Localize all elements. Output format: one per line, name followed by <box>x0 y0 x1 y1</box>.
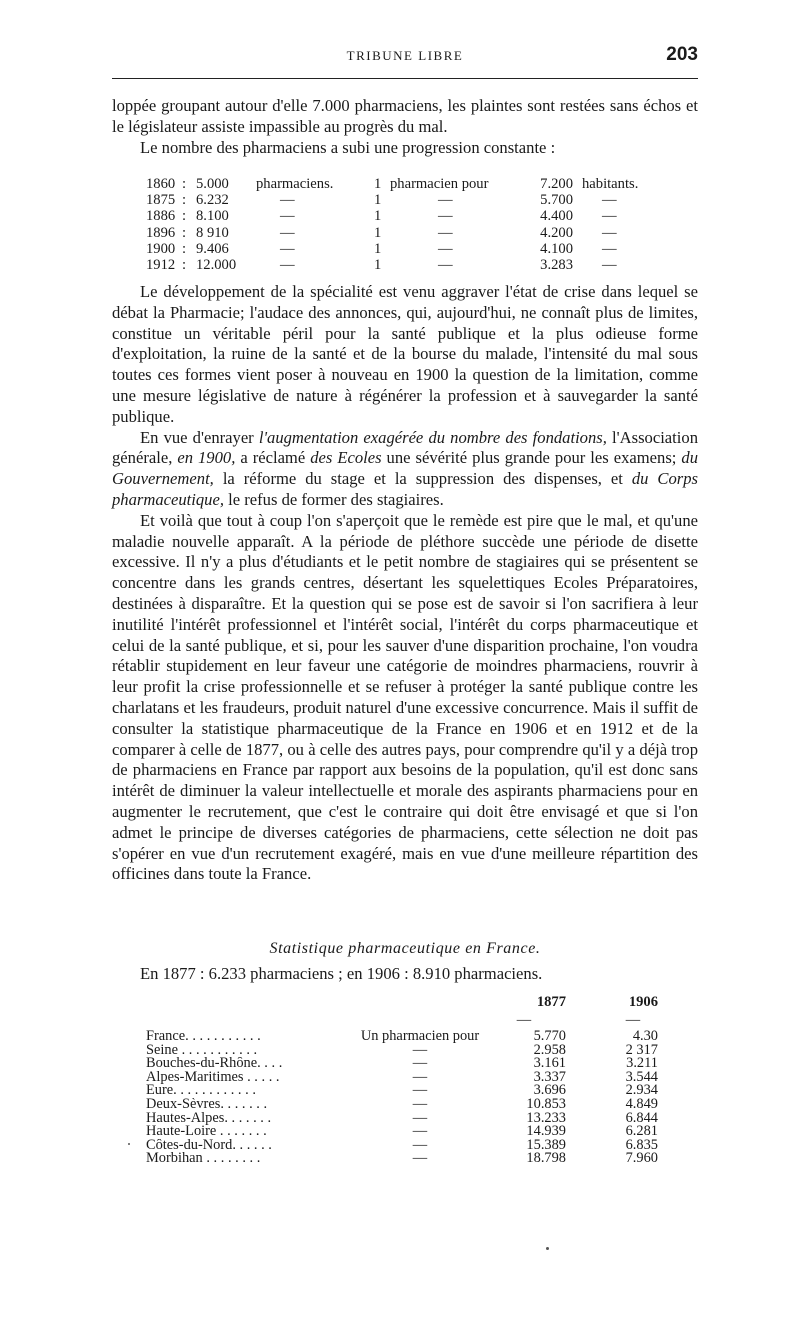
year-cell: 1912 <box>146 256 176 273</box>
department-cell: Bouches-du-Rhône. . . . <box>146 1057 283 1071</box>
department-cell: Haute-Loire . . . . . . . <box>146 1125 267 1139</box>
year-cell: 1875 <box>146 192 176 209</box>
department-cell: Alpes-Maritimes . . . . . <box>146 1070 280 1085</box>
page-number: 203 <box>666 44 698 65</box>
paragraph-specialite: Le développement de la spécialité est venu aggraver l'état de crise dans lequel se débat la Pharmacie; l'audace des annonces, qui, aujourd'hui, ne connaît plus de limites, constitue un véritable péril pour la santé publique et la plus odieuse forme d'exploitation, la ruine de la santé et de la bourse du malade, l'intensité du mal sous toutes ces formes vient poser à nouveau en 1900 la question de la limitation, comme une mesure législative de nature à régénérer la profession et à sauvegarder la santé publique. <box>112 282 698 426</box>
table-row <box>146 1109 676 1126</box>
running-head <box>112 44 698 74</box>
value-1906-cell: 2.934 <box>625 1082 658 1099</box>
value-1906-cell: 4.30 <box>632 1028 658 1044</box>
table-row <box>146 1030 676 1044</box>
table-row <box>146 1152 676 1166</box>
paragraph-continuation: loppée groupant autour d'elle 7.000 pharmaciens, les plaintes sont restées sans échos et le législateur assiste impassible au progrès du mal. <box>112 96 698 136</box>
unit-cell: — <box>280 224 295 241</box>
value-1877-cell: 10.853 <box>526 1095 566 1112</box>
count-cell: 9.406 <box>196 240 229 257</box>
ratio-label-cell: — <box>412 1082 428 1099</box>
table-row <box>146 1068 676 1085</box>
table-row <box>146 1041 676 1058</box>
value-1877-cell: 3.696 <box>533 1082 566 1099</box>
ratio-label-cell: — <box>438 240 453 257</box>
department-cell: France. . . . . . . . . . . <box>146 1030 261 1044</box>
inhabitants-cell: 5.700 <box>540 192 573 209</box>
ratio-label-cell: — <box>438 224 453 241</box>
header-rule <box>112 78 698 79</box>
value-1906-cell: 3.211 <box>626 1055 658 1072</box>
value-1906-cell: 6.281 <box>625 1123 658 1140</box>
inhabitants-cell: 3.283 <box>540 256 573 273</box>
opening-text <box>112 96 698 158</box>
department-cell: Hautes-Alpes. . . . . . . <box>146 1111 272 1126</box>
ratio-label-cell: — <box>438 256 453 273</box>
statistics-summary: En 1877 : 6.233 pharmaciens ; en 1906 : 8.910 pharmaciens. <box>140 964 543 983</box>
ratio-label-cell: — <box>412 1055 428 1072</box>
one-cell: 1 <box>374 192 382 209</box>
print-speck <box>546 1247 549 1250</box>
header-dashes: — — <box>516 1012 641 1028</box>
value-1877-cell: 14.939 <box>526 1123 566 1140</box>
dash-cell: — <box>602 192 617 209</box>
table-row <box>146 1057 676 1071</box>
dash-cell: — <box>602 208 617 225</box>
dash-cell: — <box>602 224 617 241</box>
count-cell: 8 910 <box>196 224 229 241</box>
value-1906-cell: 6.844 <box>625 1109 658 1126</box>
unit-cell: pharmaciens. <box>256 176 334 192</box>
ratio-label-cell: — <box>412 1150 428 1167</box>
ratio-label-cell: — <box>412 1095 428 1112</box>
dash-cell: — <box>602 256 617 273</box>
one-cell: 1 <box>374 208 382 225</box>
column-header-1877: 1877 <box>536 994 566 1010</box>
value-1877-cell: 3.337 <box>533 1068 566 1085</box>
statistics-title: Statistique pharmaceutique en France. <box>269 940 541 957</box>
inhabitants-label: habitants. <box>582 176 639 192</box>
value-1877-cell: 3.161 <box>533 1055 566 1072</box>
value-1906-cell: 3.544 <box>625 1068 658 1085</box>
value-1877-cell: 13.233 <box>526 1109 566 1126</box>
year-cell: 1900 <box>146 240 176 257</box>
ratio-label-cell: — <box>412 1136 428 1153</box>
one-cell: 1 <box>374 224 382 241</box>
one-cell: 1 <box>374 256 382 273</box>
department-table <box>146 994 676 1166</box>
value-1906-cell: 6.835 <box>625 1136 658 1153</box>
value-1877-cell: 18.798 <box>526 1150 566 1167</box>
ratio-label-cell: — <box>438 208 453 225</box>
value-1906-cell: 4.849 <box>625 1095 658 1112</box>
inhabitants-cell: 4.400 <box>540 208 573 225</box>
table-row <box>146 1084 676 1098</box>
value-1877-cell: 5.770 <box>533 1028 566 1044</box>
ratio-label-cell: pharmacien pour <box>390 176 489 192</box>
unit-cell: — <box>280 208 295 225</box>
year-cell: 1886 <box>146 208 176 225</box>
count-cell: 5.000 <box>196 176 229 192</box>
print-speck <box>128 1143 130 1145</box>
year-cell: 1896 <box>146 224 176 241</box>
department-cell: Seine . . . . . . . . . . . <box>146 1043 258 1058</box>
ratio-label-cell: — <box>412 1109 428 1126</box>
book-page: TRIBUNE LIBRE 203 loppée groupant autour d'elle 7.000 pharmaciens, les plaintes sont restées sans échos et le législateur assiste impassible au progrès du mal. Le nombre des pharmaciens a subi une progression constante : 1860 : 5.000 pharmaciens. 1 pharmacien pour 7.200 habitants. 1875 : 6.232 — 1 — 5.700 — 1886 : 8.100 — 1 — 4.400 — 1896 : 8 910 — 1 — 4.200 — 1900 : 9.406 — 1 — 4.100 — 1912 : 12.000 — 1 — 3.283 — Le développement de la spécialité est venu aggraver l'état de crise dans lequel se débat la Pharmacie; l'audace des annonces, qui, aujourd'hui, ne connaît plus de limites, constitue un véritable péril pour la santé publique et la plus odieuse forme d'exploitation, la ruine de la santé et de la bourse du malade, l'intensité du mal sous toutes ces formes vient poser à nouveau en 1900 la question de la limitation, comme une mesure législative de nature à régénérer la profession et à sauvegarder la santé publique. En vue d'enrayer l'augmentation exagérée du nombre des fondations, l'Association générale, en 1900, a réclamé des Ecoles une sévérité plus grande pour les examens; du Gouvernement, la réforme du stage et la suppression des dispenses, et du Corps pharmaceutique, le refus de former des stagiaires. Et voilà que tout à coup l'on s'aperçoit que le remède est pire que le mal, et qu'une maladie nouvelle apparaît. A la période de pléthore succède une période de disette excessive. Il n'y a plus d'étudiants et le petit nombre de stagiaires qui se présentent se concentre dans les grands centres, désertant les squelettiques Ecoles Préparatoires, destinées à disparaître. Et la question qui se pose est de savoir si l'on sacrifiera à leur inutilité l'intérêt professionnel et l'intérêt social, l'intérêt du corps pharmaceutique et celui de la santé publique, et si, pour les sauver d'une disparition prochaine, l'on voudra rétablir stupidement en leur faveur une catégorie de moindres pharmaciens, rouvrir à leur profit la crise professionnelle et se refuser à protéger la santé publique contre les charlatans et les fraudeurs, produit naturel d'une excessive concurrence. Mais il suffit de consulter la statistique pharmaceutique de la France en 1906 et en 1912 et de la comparer à celle de 1877, ou à celle des autres pays, pour comprendre qu'il y a déjà trop de pharmaciens en France par rapport aux besoins de la population, qu'il est donc sans intérêt de diminuer la valeur intellectuelle et morale des aspirants pharmaciens pour en augmenter le recrutement, que c'est le contraire qui doit être envisagé et que si l'on admet le principe de diverses catégories de pharmaciens, cette sélection ne doit pas s'opérer en vue d'un recrutement exagéré, mais en vue d'une meilleure répartition des officines dans toute la France. Statistique pharmaceutique en France. En 1877 : 6.233 pharmaciens ; en 1906 : 8.910 pharmaciens. 1877 1906 — — France. . . . . . . . . . . Un pharmacien pour 5.770 4.30 Seine . . . . . . . . . . . — 2.958 2 317 Bouches-du-Rhône. . . . — 3.161 3.211 Alpes-Maritimes . . . . . — 3.337 3.544 Eure. . . . . . . . . . . . — 3.696 2.934 Deux-Sèvres. . . . . . . — 10.853 4.849 Hautes-Alpes. . . . . . . — 13.233 6.844 Haute-Loire . . . . . . . — 14.939 6.281 Côtes-du-Nord. . . . . . — 15.389 6.835 Morbihan . . . . . . . . — 18.798 7.960 <box>0 0 800 1323</box>
running-title: TRIBUNE LIBRE <box>346 48 464 63</box>
department-cell: Côtes-du-Nord. . . . . . <box>146 1138 272 1153</box>
paragraph-association: En vue d'enrayer l'augmentation exagérée du nombre des fondations, l'Association générale, en 1900, a réclamé des Ecoles une sévérité plus grande pour les examens; du Gouvernement, la réforme du stage et la suppression des dispenses, et du Corps pharmaceutique, le refus de former des stagiaires. <box>112 427 699 509</box>
value-1906-cell: 7.960 <box>625 1150 658 1167</box>
paragraph-progression: Le nombre des pharmaciens a subi une progression constante : <box>140 137 556 157</box>
value-1877-cell: 15.389 <box>526 1136 566 1153</box>
ratio-label-cell: Un pharmacien pour <box>360 1028 480 1044</box>
department-cell: Morbihan . . . . . . . . <box>146 1152 261 1166</box>
year-cell: 1860 <box>146 176 176 192</box>
unit-cell: — <box>280 256 295 273</box>
column-header-1906: 1906 <box>628 994 658 1010</box>
table-row <box>146 1125 676 1139</box>
ratio-label-cell: — <box>438 192 453 209</box>
ratio-label-cell: — <box>412 1068 428 1085</box>
department-cell: Eure. . . . . . . . . . . . <box>146 1084 256 1098</box>
count-cell: 12.000 <box>196 256 237 273</box>
department-cell: Deux-Sèvres. . . . . . . <box>146 1097 268 1112</box>
paragraph-disette: Et voilà que tout à coup l'on s'aperçoit que le remède est pire que le mal, et qu'une maladie nouvelle apparaît. A la période de pléthore succède une période de disette excessive. Il n'y a plus d'étudiants et le petit nombre de stagiaires qui se présentent se concentre dans les grands centres, désertant les squelettiques Ecoles Préparatoires, destinées à disparaître. Et la question qui se pose est de savoir si l'on sacrifiera à leur inutilité l'intérêt professionnel et l'intérêt social, l'intérêt du corps pharmaceutique et celui de la santé publique, et si, pour les sauver d'une disparition prochaine, l'on voudra rétablir stupidement en leur faveur une catégorie de moindres pharmaciens, rouvrir à leur profit la crise professionnelle et se refuser à protéger la santé publique contre les charlatans et les fraudeurs, produit naturel d'une excessive concurrence. Mais il suffit de consulter la statistique pharmaceutique de la France en 1906 et en 1912 et de la comparer à celle de 1877, ou à celle des autres pays, pour comprendre qu'il y a déjà trop de pharmaciens en France par rapport aux besoins de la population, qu'il est donc sans intérêt de diminuer la valeur intellectuelle et morale des aspirants pharmaciens pour en augmenter le recrutement, que c'est le contraire qui doit être envisagé et que si l'on admet le principe de diverses catégories de pharmaciens, cette sélection ne doit pas s'opérer en vue d'un recrutement exagéré, mais en vue d'une meilleure répartition des officines dans toute la France. <box>112 510 698 884</box>
table-row <box>146 1095 676 1112</box>
count-cell: 6.232 <box>196 192 229 209</box>
ratio-label-cell: — <box>412 1123 428 1140</box>
unit-cell: — <box>280 240 295 257</box>
count-cell: 8.100 <box>196 208 229 225</box>
value-1906-cell: 2 317 <box>625 1041 658 1058</box>
value-1877-cell: 2.958 <box>533 1041 566 1058</box>
dash-cell: — <box>602 240 617 257</box>
ratio-label-cell: — <box>412 1041 428 1058</box>
inhabitants-cell: 4.200 <box>540 224 573 241</box>
table-row <box>146 1136 676 1153</box>
table-header <box>146 994 676 1020</box>
main-text <box>112 282 698 885</box>
inhabitants-cell: 4.100 <box>540 240 573 257</box>
inhabitants-cell: 7.200 <box>540 176 573 192</box>
one-cell: 1 <box>374 240 382 257</box>
one-cell: 1 <box>374 176 382 192</box>
unit-cell: — <box>280 192 295 209</box>
